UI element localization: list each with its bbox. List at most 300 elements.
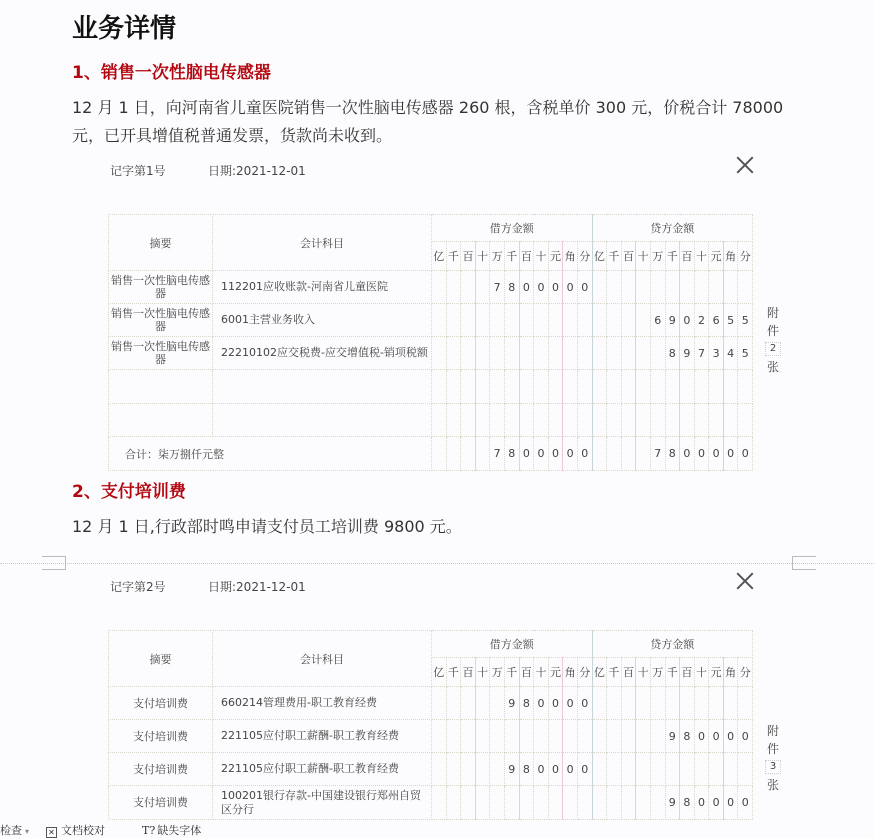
credit-digit: 0 — [694, 720, 709, 753]
credit-digit — [592, 720, 607, 753]
debit-digit — [504, 304, 519, 337]
row-account[interactable]: 221105应付职工薪酬-职工教育经费 — [213, 720, 432, 753]
credit-digit — [636, 437, 651, 471]
debit-digit — [563, 370, 578, 404]
debit-digit — [446, 304, 461, 337]
digit-unit-header: 十 — [475, 241, 490, 270]
voucher-number: 记字第2号 — [110, 580, 166, 594]
debit-digit: 7 — [490, 271, 505, 304]
credit-digit — [607, 753, 622, 786]
digit-unit-header: 分 — [738, 657, 753, 686]
debit-digit — [475, 370, 490, 404]
debit-digit — [534, 304, 549, 337]
debit-digit — [446, 720, 461, 753]
debit-digit — [490, 786, 505, 820]
digit-unit-header: 万 — [650, 657, 665, 686]
voucher-header — [108, 572, 808, 602]
digit-unit-header: 千 — [504, 657, 519, 686]
credit-digit — [607, 720, 622, 753]
debit-digit: 0 — [548, 437, 563, 471]
debit-digit — [446, 786, 461, 820]
debit-digit — [534, 337, 549, 370]
voucher-1 — [108, 156, 808, 461]
digit-unit-header: 百 — [680, 657, 695, 686]
credit-digit: 0 — [738, 437, 753, 471]
voucher-row[interactable] — [109, 337, 753, 370]
debit-digit — [504, 404, 519, 437]
credit-digit — [636, 753, 651, 786]
row-summary[interactable]: 支付培训费 — [109, 687, 213, 720]
credit-digit — [709, 753, 724, 786]
digit-unit-header: 十 — [636, 657, 651, 686]
credit-digit — [592, 687, 607, 720]
debit-digit — [490, 337, 505, 370]
credit-digit — [694, 404, 709, 437]
credit-digit — [709, 404, 724, 437]
debit-digit — [432, 271, 447, 304]
debit-digit — [475, 271, 490, 304]
debit-digit — [432, 720, 447, 753]
credit-digit: 5 — [723, 304, 738, 337]
debit-digit — [446, 271, 461, 304]
debit-digit — [490, 370, 505, 404]
credit-digit — [621, 720, 636, 753]
debit-digit — [490, 304, 505, 337]
debit-digit — [475, 687, 490, 720]
header-debit: 借方金额 — [432, 631, 593, 658]
credit-digit — [650, 753, 665, 786]
row-summary[interactable]: 支付培训费 — [109, 720, 213, 753]
row-account[interactable] — [213, 404, 432, 437]
credit-digit — [607, 337, 622, 370]
credit-digit: 9 — [665, 786, 680, 820]
row-account[interactable]: 22210102应交税费-应交增值税-销项税额 — [213, 337, 432, 370]
debit-digit: 8 — [519, 687, 534, 720]
debit-digit — [432, 370, 447, 404]
credit-digit — [636, 720, 651, 753]
header-credit: 贷方金额 — [592, 631, 753, 658]
debit-digit — [475, 337, 490, 370]
credit-digit — [650, 786, 665, 820]
credit-digit — [738, 370, 753, 404]
credit-digit — [650, 720, 665, 753]
digit-unit-header: 百 — [519, 241, 534, 270]
debit-digit — [432, 404, 447, 437]
doc-proofread-button[interactable]: ✕ 文档校对 — [46, 822, 105, 838]
row-account[interactable]: 221105应付职工薪酬-职工教育经费 — [213, 753, 432, 786]
debit-digit — [446, 437, 461, 471]
debit-digit — [475, 304, 490, 337]
digit-unit-header: 万 — [490, 657, 505, 686]
credit-digit: 0 — [709, 720, 724, 753]
credit-digit: 8 — [680, 786, 695, 820]
voucher-row[interactable] — [109, 687, 753, 720]
credit-digit — [607, 437, 622, 471]
credit-digit — [592, 304, 607, 337]
credit-digit — [665, 271, 680, 304]
digit-unit-header: 元 — [548, 241, 563, 270]
section-paragraph-2: 12 月 1 日,行政部时鸣申请支付员工培训费 9800 元。 — [72, 517, 462, 536]
debit-digit — [432, 753, 447, 786]
credit-digit — [607, 404, 622, 437]
header-debit: 借方金额 — [432, 215, 593, 242]
debit-digit — [432, 337, 447, 370]
digit-unit-header: 百 — [461, 241, 476, 270]
digit-unit-header: 千 — [665, 241, 680, 270]
debit-digit: 8 — [504, 437, 519, 471]
digit-unit-header: 亿 — [432, 241, 447, 270]
attachment-count: 附 件 2 张 — [766, 306, 779, 374]
debit-digit — [548, 786, 563, 820]
digit-unit-header: 亿 — [432, 657, 447, 686]
voucher-number: 记字第1号 — [110, 164, 166, 178]
credit-digit: 0 — [709, 786, 724, 820]
debit-digit: 0 — [519, 271, 534, 304]
debit-digit — [461, 271, 476, 304]
credit-digit — [694, 271, 709, 304]
digit-unit-header: 角 — [563, 657, 578, 686]
credit-digit — [738, 271, 753, 304]
credit-digit — [621, 687, 636, 720]
missing-fonts-button[interactable]: T? 缺失字体 — [142, 824, 202, 837]
debit-digit — [504, 337, 519, 370]
row-summary[interactable]: 销售一次性脑电传感器 — [109, 304, 213, 337]
debit-digit — [563, 720, 578, 753]
attachment-count-input[interactable]: 2 — [765, 342, 781, 356]
voucher-table — [108, 630, 753, 820]
debit-digit — [475, 720, 490, 753]
section-title-2: 2、支付培训费 — [72, 482, 186, 502]
debit-digit: 0 — [534, 687, 549, 720]
page-title: 业务详情 — [72, 14, 177, 44]
credit-digit — [723, 404, 738, 437]
digit-unit-header: 百 — [621, 241, 636, 270]
digit-unit-header: 千 — [607, 657, 622, 686]
debit-digit — [475, 786, 490, 820]
credit-digit: 0 — [694, 437, 709, 471]
credit-digit — [650, 404, 665, 437]
voucher-row[interactable] — [109, 271, 753, 304]
debit-digit — [461, 687, 476, 720]
debit-digit: 7 — [490, 437, 505, 471]
credit-digit — [636, 687, 651, 720]
credit-digit — [694, 370, 709, 404]
debit-digit: 0 — [577, 271, 592, 304]
voucher-row[interactable] — [109, 753, 753, 786]
debit-digit — [432, 786, 447, 820]
debit-digit — [432, 687, 447, 720]
debit-digit — [519, 786, 534, 820]
credit-digit — [694, 753, 709, 786]
credit-digit — [592, 753, 607, 786]
debit-digit — [563, 786, 578, 820]
credit-digit: 5 — [738, 337, 753, 370]
row-summary[interactable] — [109, 370, 213, 404]
debit-digit — [446, 753, 461, 786]
debit-digit — [446, 370, 461, 404]
digit-unit-header: 千 — [607, 241, 622, 270]
debit-digit — [563, 304, 578, 337]
spell-check-menu[interactable]: 检查 ▾ — [0, 824, 30, 837]
row-summary[interactable]: 支付培训费 — [109, 753, 213, 786]
debit-digit — [490, 753, 505, 786]
credit-digit — [636, 370, 651, 404]
debit-digit: 0 — [534, 437, 549, 471]
credit-digit: 9 — [665, 720, 680, 753]
debit-digit — [461, 720, 476, 753]
digit-unit-header: 元 — [548, 657, 563, 686]
debit-digit — [504, 370, 519, 404]
debit-digit — [548, 370, 563, 404]
credit-digit: 9 — [680, 337, 695, 370]
header-account: 会计科目 — [213, 215, 432, 271]
credit-digit: 6 — [650, 304, 665, 337]
credit-digit — [607, 786, 622, 820]
debit-digit — [504, 720, 519, 753]
debit-digit — [548, 720, 563, 753]
proofread-icon: ✕ — [46, 827, 57, 838]
voucher-date: 日期:2021-12-01 — [208, 164, 306, 178]
close-icon[interactable] — [734, 570, 756, 592]
credit-digit — [621, 304, 636, 337]
row-account[interactable]: 100201银行存款-中国建设银行郑州自贸区分行 — [213, 786, 432, 820]
debit-digit — [563, 337, 578, 370]
page-corner-mark-left — [42, 556, 66, 570]
credit-digit — [621, 271, 636, 304]
credit-digit: 8 — [680, 720, 695, 753]
digit-unit-header: 千 — [446, 657, 461, 686]
credit-digit — [621, 753, 636, 786]
digit-unit-header: 分 — [577, 657, 592, 686]
digit-unit-header: 分 — [577, 241, 592, 270]
debit-digit: 0 — [577, 437, 592, 471]
credit-digit — [650, 271, 665, 304]
voucher-row[interactable] — [109, 370, 753, 404]
credit-digit — [665, 370, 680, 404]
credit-digit — [723, 687, 738, 720]
row-summary[interactable]: 销售一次性脑电传感器 — [109, 271, 213, 304]
credit-digit — [680, 687, 695, 720]
row-summary[interactable] — [109, 404, 213, 437]
digit-unit-header: 角 — [723, 241, 738, 270]
row-account[interactable]: 112201应收账款-河南省儿童医院 — [213, 271, 432, 304]
credit-digit — [592, 786, 607, 820]
credit-digit — [709, 370, 724, 404]
credit-digit — [621, 404, 636, 437]
debit-digit — [577, 304, 592, 337]
credit-digit — [680, 370, 695, 404]
page-corner-mark-right — [792, 556, 816, 570]
debit-digit: 0 — [534, 271, 549, 304]
page-break — [0, 563, 874, 564]
digit-unit-header: 十 — [534, 657, 549, 686]
digit-unit-header: 元 — [709, 657, 724, 686]
credit-digit — [680, 404, 695, 437]
header-credit: 贷方金额 — [592, 215, 753, 242]
debit-digit: 0 — [548, 753, 563, 786]
voucher-row[interactable] — [109, 720, 753, 753]
credit-digit: 0 — [738, 786, 753, 820]
credit-digit: 0 — [723, 720, 738, 753]
debit-digit — [519, 370, 534, 404]
debit-digit — [577, 720, 592, 753]
debit-digit: 0 — [548, 271, 563, 304]
voucher-row[interactable] — [109, 404, 753, 437]
debit-digit — [534, 404, 549, 437]
credit-digit — [636, 404, 651, 437]
credit-digit — [621, 437, 636, 471]
debit-digit — [461, 437, 476, 471]
digit-unit-header: 亿 — [592, 657, 607, 686]
digit-unit-header: 亿 — [592, 241, 607, 270]
section-paragraph-1: 12 月 1 日，向河南省儿童医院销售一次性脑电传感器 260 根，含税单价 300 元，价税合计 78000 元，已开具增值税普通发票，货款尚未收到。 — [72, 98, 784, 145]
credit-digit — [636, 304, 651, 337]
credit-digit: 2 — [694, 304, 709, 337]
credit-digit — [723, 370, 738, 404]
credit-digit — [709, 687, 724, 720]
debit-digit: 0 — [548, 687, 563, 720]
debit-digit: 9 — [504, 687, 519, 720]
debit-digit — [548, 337, 563, 370]
debit-digit — [577, 370, 592, 404]
row-account[interactable]: 6001主营业务收入 — [213, 304, 432, 337]
digit-unit-header: 百 — [680, 241, 695, 270]
debit-digit — [475, 753, 490, 786]
voucher-2 — [108, 572, 808, 816]
credit-digit — [709, 271, 724, 304]
debit-digit — [534, 786, 549, 820]
debit-digit — [446, 404, 461, 437]
credit-digit — [607, 687, 622, 720]
debit-digit — [490, 404, 505, 437]
total-label: 合计：柒万捌仟元整 — [109, 437, 432, 471]
credit-digit — [621, 370, 636, 404]
digit-unit-header: 元 — [709, 241, 724, 270]
font-missing-icon: T? — [142, 824, 156, 837]
credit-digit — [723, 753, 738, 786]
voucher-row[interactable] — [109, 304, 753, 337]
close-icon[interactable] — [734, 154, 756, 176]
credit-digit: 0 — [680, 437, 695, 471]
digit-unit-header: 千 — [665, 657, 680, 686]
credit-digit: 3 — [709, 337, 724, 370]
row-account[interactable] — [213, 370, 432, 404]
debit-digit — [548, 304, 563, 337]
debit-digit: 0 — [534, 753, 549, 786]
debit-digit — [446, 687, 461, 720]
credit-digit — [738, 753, 753, 786]
credit-digit: 0 — [709, 437, 724, 471]
debit-digit: 9 — [504, 753, 519, 786]
credit-digit — [636, 271, 651, 304]
debit-digit — [490, 720, 505, 753]
digit-unit-header: 百 — [461, 657, 476, 686]
debit-digit — [461, 753, 476, 786]
debit-digit — [548, 404, 563, 437]
debit-digit — [432, 304, 447, 337]
credit-digit — [592, 437, 607, 471]
credit-digit — [680, 753, 695, 786]
debit-digit — [577, 404, 592, 437]
credit-digit — [723, 271, 738, 304]
debit-digit — [446, 337, 461, 370]
debit-digit — [461, 304, 476, 337]
digit-unit-header: 十 — [694, 241, 709, 270]
digit-unit-header: 千 — [504, 241, 519, 270]
credit-digit — [621, 337, 636, 370]
debit-digit — [461, 786, 476, 820]
voucher-table — [108, 214, 753, 471]
statusbar — [0, 820, 874, 838]
debit-digit: 0 — [563, 271, 578, 304]
attachment-count-input[interactable]: 3 — [765, 760, 781, 774]
row-summary[interactable]: 销售一次性脑电传感器 — [109, 337, 213, 370]
debit-digit: 0 — [563, 687, 578, 720]
debit-digit — [519, 404, 534, 437]
debit-digit — [577, 786, 592, 820]
credit-digit: 8 — [665, 437, 680, 471]
credit-digit — [592, 370, 607, 404]
debit-digit — [519, 720, 534, 753]
row-account[interactable]: 660214管理费用-职工教育经费 — [213, 687, 432, 720]
credit-digit: 0 — [680, 304, 695, 337]
credit-digit — [607, 271, 622, 304]
digit-unit-header: 千 — [446, 241, 461, 270]
credit-digit: 9 — [665, 304, 680, 337]
credit-digit — [621, 786, 636, 820]
credit-digit: 6 — [709, 304, 724, 337]
credit-digit: 0 — [723, 786, 738, 820]
credit-digit — [738, 404, 753, 437]
digit-unit-header: 万 — [490, 241, 505, 270]
voucher-row[interactable] — [109, 786, 753, 820]
row-summary[interactable]: 支付培训费 — [109, 786, 213, 820]
header-summary: 摘要 — [109, 631, 213, 687]
credit-digit — [665, 753, 680, 786]
debit-digit — [577, 337, 592, 370]
digit-unit-header: 角 — [563, 241, 578, 270]
credit-digit: 5 — [738, 304, 753, 337]
credit-digit — [650, 370, 665, 404]
voucher-header — [108, 156, 808, 186]
debit-digit: 0 — [563, 437, 578, 471]
credit-digit — [680, 271, 695, 304]
debit-digit — [519, 337, 534, 370]
credit-digit — [592, 404, 607, 437]
credit-digit: 7 — [650, 437, 665, 471]
debit-digit: 0 — [563, 753, 578, 786]
credit-digit — [650, 337, 665, 370]
credit-digit — [738, 687, 753, 720]
debit-digit — [475, 437, 490, 471]
digit-unit-header: 分 — [738, 241, 753, 270]
credit-digit — [694, 687, 709, 720]
credit-digit — [592, 337, 607, 370]
debit-digit — [432, 437, 447, 471]
debit-digit — [461, 370, 476, 404]
debit-digit — [490, 687, 505, 720]
credit-digit: 8 — [665, 337, 680, 370]
credit-digit — [650, 687, 665, 720]
credit-digit — [665, 404, 680, 437]
header-account: 会计科目 — [213, 631, 432, 687]
debit-digit: 0 — [577, 687, 592, 720]
digit-unit-header: 十 — [636, 241, 651, 270]
header-summary: 摘要 — [109, 215, 213, 271]
debit-digit: 8 — [519, 753, 534, 786]
debit-digit: 0 — [577, 753, 592, 786]
debit-digit — [504, 786, 519, 820]
